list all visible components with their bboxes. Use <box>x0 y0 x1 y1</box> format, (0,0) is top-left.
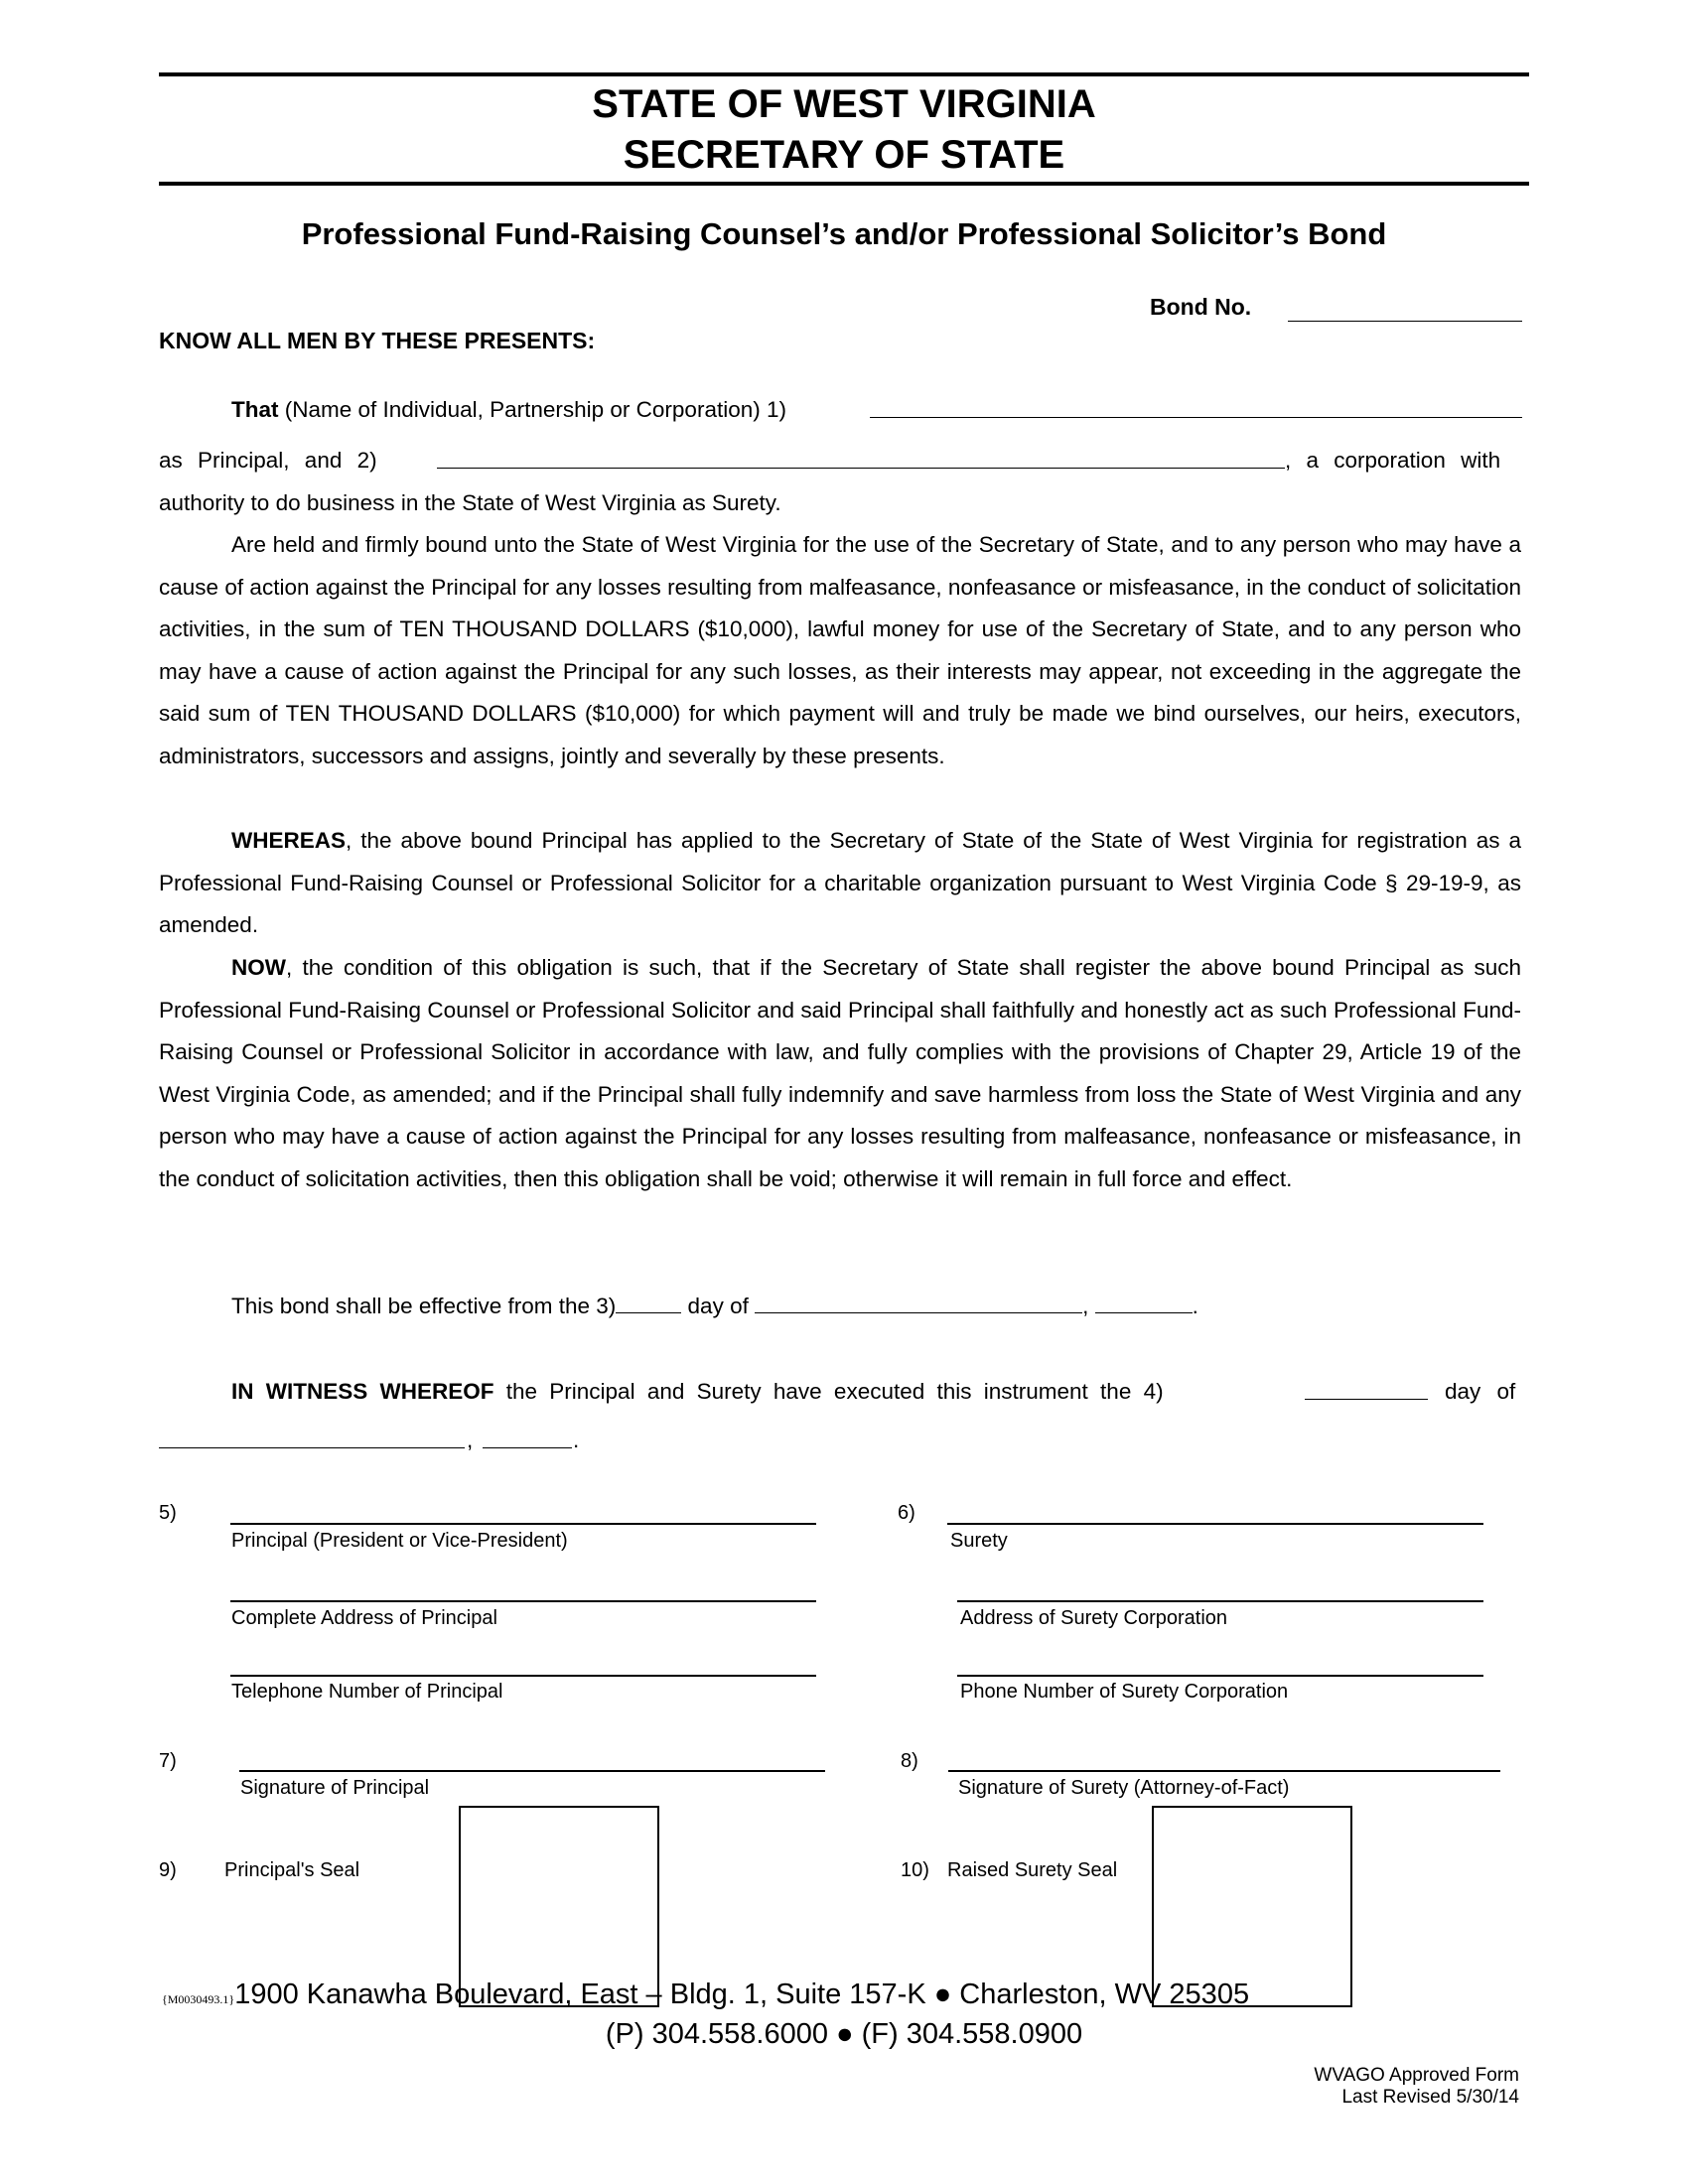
item-10: 10) <box>901 1859 929 1881</box>
surety-address-line[interactable] <box>957 1600 1483 1602</box>
effective-label: This bond shall be effective from the 3) <box>231 1294 617 1318</box>
item-8: 8) <box>901 1750 918 1772</box>
now-keyword: NOW <box>231 955 286 980</box>
effective-dayof: day of <box>681 1294 756 1318</box>
witness-line <box>231 1371 1164 1414</box>
witness-text: the Principal and Surety have executed this instrument the 4) <box>493 1379 1164 1404</box>
principal-officer-label: Principal (President or Vice-President) <box>231 1530 568 1552</box>
footer-phones: (P) 304.558.6000 ● (F) 304.558.0900 <box>605 2018 1083 2050</box>
effective-date-line <box>231 1286 1198 1328</box>
principal-signature-label: Signature of Principal <box>240 1777 430 1799</box>
approval-note <box>1314 2065 1519 2109</box>
principal-name-field[interactable] <box>870 417 1522 418</box>
effective-month-field[interactable] <box>755 1295 1082 1313</box>
principal-phone-label: Telephone Number of Principal <box>231 1681 503 1703</box>
effective-year-field[interactable] <box>1095 1295 1193 1313</box>
witness-keyword: IN WITNESS WHEREOF <box>231 1379 494 1404</box>
approved-form: WVAGO Approved Form <box>1314 2065 1519 2086</box>
principal-seal-box[interactable] <box>459 1806 659 2007</box>
witness-comma: , <box>467 1428 474 1452</box>
witness-month-field[interactable] <box>159 1447 465 1448</box>
surety-signature-line[interactable] <box>948 1770 1500 1772</box>
bond-number-line[interactable] <box>1288 321 1522 322</box>
bond-number-field[interactable] <box>1150 294 1251 321</box>
item-5: 5) <box>159 1502 177 1524</box>
surety-seal-box[interactable] <box>1152 1806 1352 2007</box>
item-9: 9) <box>159 1859 177 1881</box>
principal-officer-signature-line[interactable] <box>230 1523 816 1525</box>
header-secretary: SECRETARY OF STATE <box>623 133 1065 177</box>
footer-address-line <box>162 1979 1249 2011</box>
header-state: STATE OF WEST VIRGINIA <box>592 82 1096 126</box>
effective-day-field[interactable] <box>616 1295 681 1313</box>
bound-paragraph <box>159 524 1521 778</box>
item-6: 6) <box>898 1502 915 1524</box>
principal-address-label: Complete Address of Principal <box>231 1607 497 1629</box>
principal-name-line <box>231 389 786 432</box>
surety-name-prefix: as Principal, and 2) <box>159 448 377 473</box>
surety-name-field[interactable] <box>437 468 1285 469</box>
top-rule <box>159 72 1529 76</box>
witness-dayof: day of <box>1445 1379 1516 1404</box>
surety-address-label: Address of Surety Corporation <box>960 1607 1228 1629</box>
surety-authority-text: authority to do business in the State of West Virginia as Surety. <box>159 490 781 515</box>
principal-phone-line[interactable] <box>230 1675 816 1677</box>
condition-paragraph <box>159 947 1521 1201</box>
condition-text: , the condition of this obligation is such, that if the Secretary of State shall register the above bound Principal as such Professional Fund-Raising Counsel or Professional Solicitor and said Principal shall faithfully and honestly act as such Professional Fund-Raising Counsel or Professional Solicitor in accordance with law, and fully complies with the provisions of Chapter 29, Article 19 of the West Virginia Code, as amended; and if the Principal shall fully indemnify and save harmless from loss the State of West Virginia and any person who may have a cause of action against the Principal for any losses resulting from malfeasance, nonfeasance or misfeasance, in the conduct of solicitation activities, then this obligation shall be void; otherwise it will remain in full force and effect. <box>159 955 1521 1191</box>
surety-phone-label: Phone Number of Surety Corporation <box>960 1681 1289 1703</box>
surety-signature-line-top[interactable] <box>947 1523 1483 1525</box>
header-bottom-rule <box>159 182 1529 186</box>
principal-seal-label: Principal's Seal <box>224 1859 360 1881</box>
effective-period: . <box>1192 1294 1198 1318</box>
that-keyword: That <box>231 397 279 422</box>
bound-paragraph-text: Are held and firmly bound unto the State of West Virginia for the use of the Secretary of State, and to any person who may have a cause of action against the Principal for any losses resulting from malfeasance, nonfeasance or misfeasance, in the conduct of solicitation activities, in the sum of TEN THOUSAND DOLLARS ($10,000), lawful money for use of the Secretary of State, and to any person who may have a cause of action against the Principal for any such losses, as their interests may appear, not exceeding in the aggregate the said sum of TEN THOUSAND DOLLARS ($10,000) for which payment will and truly be made we bind ourselves, our heirs, executors, administrators, successors and assigns, jointly and severally by these presents. <box>159 532 1521 768</box>
effective-comma: , <box>1082 1294 1095 1318</box>
whereas-paragraph <box>159 820 1521 947</box>
surety-label: Surety <box>950 1530 1008 1552</box>
whereas-keyword: WHEREAS <box>231 828 347 853</box>
item-7: 7) <box>159 1750 177 1772</box>
witness-year-field[interactable] <box>483 1447 572 1448</box>
surety-phone-line[interactable] <box>957 1675 1483 1677</box>
witness-period: . <box>573 1428 580 1452</box>
principal-name-label: (Name of Individual, Partnership or Corporation) 1) <box>278 397 786 422</box>
principal-signature-line[interactable] <box>239 1770 825 1772</box>
surety-name-suffix: , a corporation with <box>1285 448 1501 473</box>
footer-address: 1900 Kanawha Boulevard, East – Bldg. 1, Suite 157-K ● Charleston, WV 25305 <box>234 1979 1250 2010</box>
document-id: {M0030493.1} <box>162 1992 235 2006</box>
bond-number-label: Bond No. <box>1150 294 1252 320</box>
surety-seal-label: Raised Surety Seal <box>947 1859 1118 1881</box>
surety-signature-label: Signature of Surety (Attorney-of-Fact) <box>958 1777 1290 1799</box>
whereas-text: , the above bound Principal has applied to the Secretary of State of the State of West Virginia for registration as a Professional Fund-Raising Counsel or Professional Solicitor for a charitable organization pursuant to West Virginia Code § 29-19-9, as amended. <box>159 828 1521 938</box>
know-all-heading: KNOW ALL MEN BY THESE PRESENTS: <box>159 328 596 353</box>
last-revised: Last Revised 5/30/14 <box>1341 2087 1519 2108</box>
form-title: Professional Fund-Raising Counsel’s and/or Professional Solicitor’s Bond <box>301 216 1387 251</box>
witness-day-field[interactable] <box>1305 1399 1428 1400</box>
principal-address-line[interactable] <box>230 1600 816 1602</box>
